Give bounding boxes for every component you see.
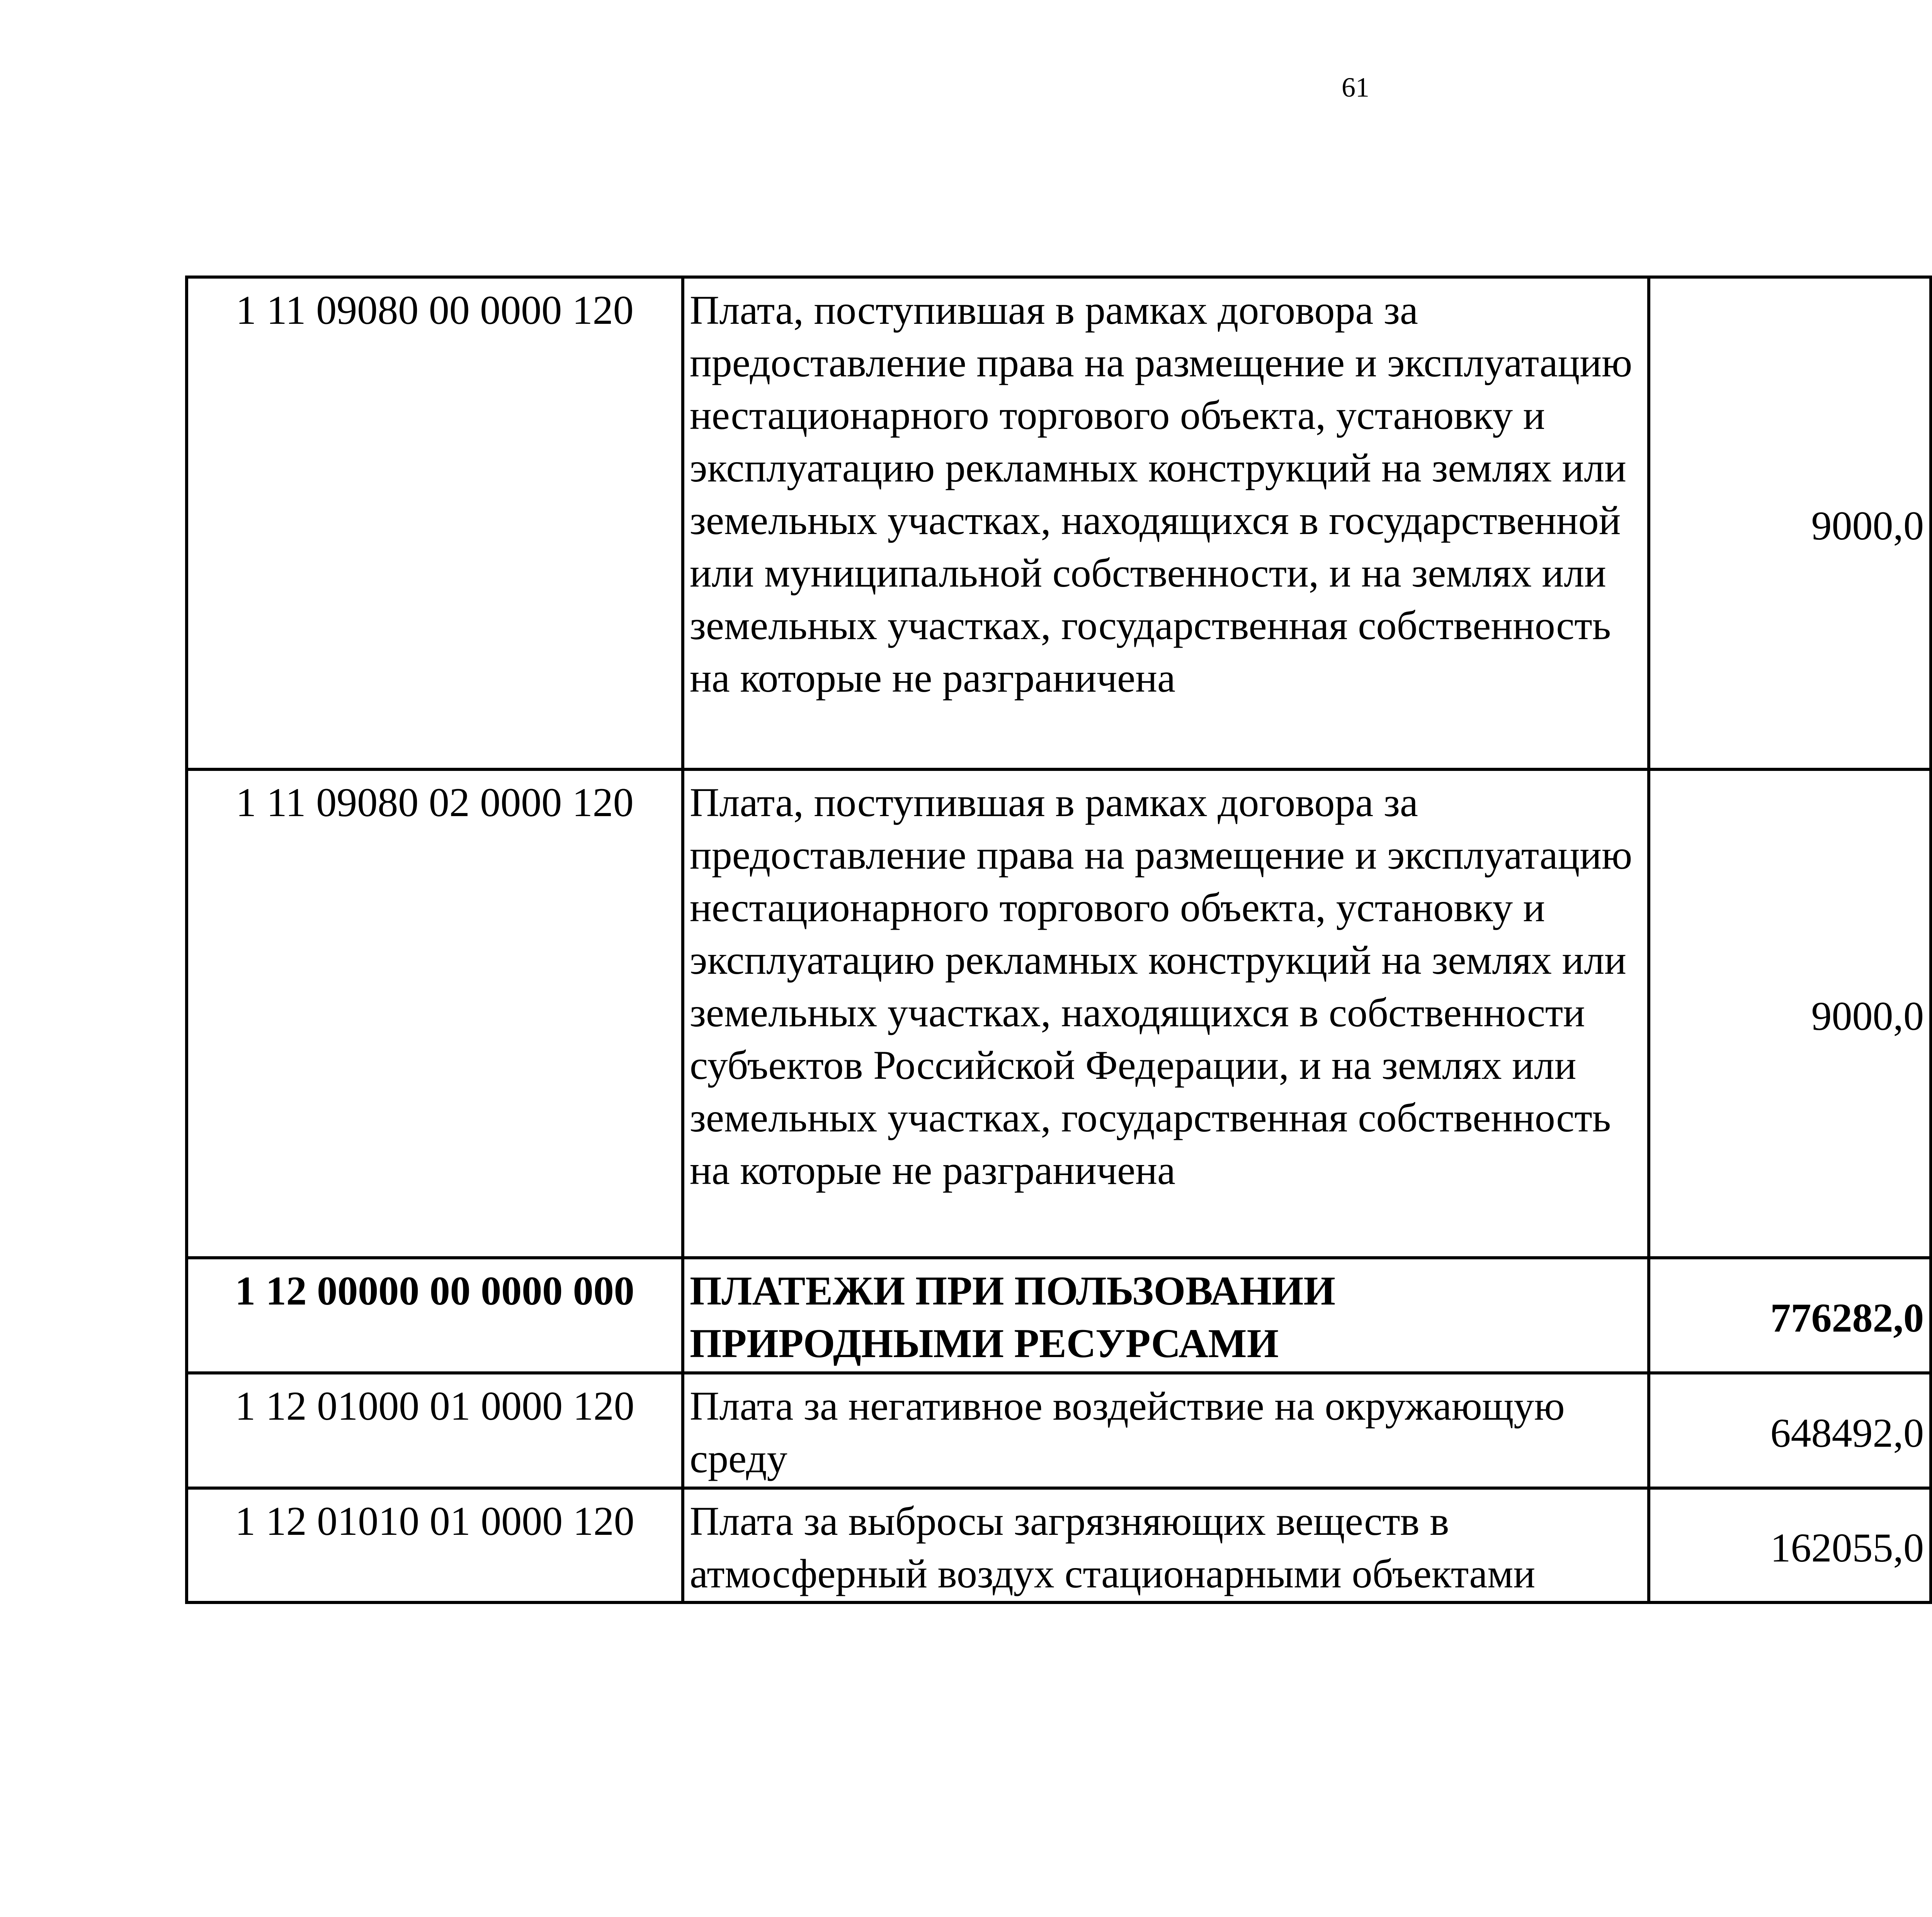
table-row	[187, 1488, 1932, 1602]
budget-code-cell: 1 11 09080 02 0000 120	[187, 769, 683, 1258]
revenue-name-cell: Плата, поступившая в рамках договора за предоставление права на размещение и эксплуатацию нестационарного торгового объекта, установку и эксплуатацию рекламных конструкций на землях или земельных участках, находящихся в собственности субъектов Российской Федерации, и на землях или земельных участках, государственная собственность на которые не разграничена	[683, 769, 1649, 1258]
budget-revenue-table	[185, 276, 1932, 1604]
revenue-name-cell: Плата за негативное воздействие на окружающую среду	[683, 1373, 1649, 1488]
amount-year1-cell: 776282,0	[1649, 1258, 1931, 1373]
table-row	[187, 277, 1932, 769]
amount-year1-cell: 9000,0	[1649, 769, 1931, 1258]
page-number: 61	[1342, 72, 1369, 103]
revenue-name-cell: Плата, поступившая в рамках договора за предоставление права на размещение и эксплуатацию нестационарного торгового объекта, установку и эксплуатацию рекламных конструкций на землях или земельных участках, находящихся в государственной или муниципальной собственности, и на землях или земельных участках, государственная собственность на которые не разграничена	[683, 277, 1649, 769]
amount-year1-cell: 162055,0	[1649, 1488, 1931, 1602]
amount-year1-cell: 648492,0	[1649, 1373, 1931, 1488]
table-row	[187, 1373, 1932, 1488]
revenue-name-cell: ПЛАТЕЖИ ПРИ ПОЛЬЗОВАНИИ ПРИРОДНЫМИ РЕСУРСАМИ	[683, 1258, 1649, 1373]
budget-code-cell: 1 11 09080 00 0000 120	[187, 277, 683, 769]
budget-code-cell: 1 12 01000 01 0000 120	[187, 1373, 683, 1488]
amount-year1-cell: 9000,0	[1649, 277, 1931, 769]
budget-code-cell: 1 12 00000 00 0000 000	[187, 1258, 683, 1373]
table-row-section-total	[187, 1258, 1932, 1373]
revenue-name-cell: Плата за выбросы загрязняющих веществ в атмосферный воздух стационарными объектами	[683, 1488, 1649, 1602]
budget-code-cell: 1 12 01010 01 0000 120	[187, 1488, 683, 1602]
table-row	[187, 769, 1932, 1258]
